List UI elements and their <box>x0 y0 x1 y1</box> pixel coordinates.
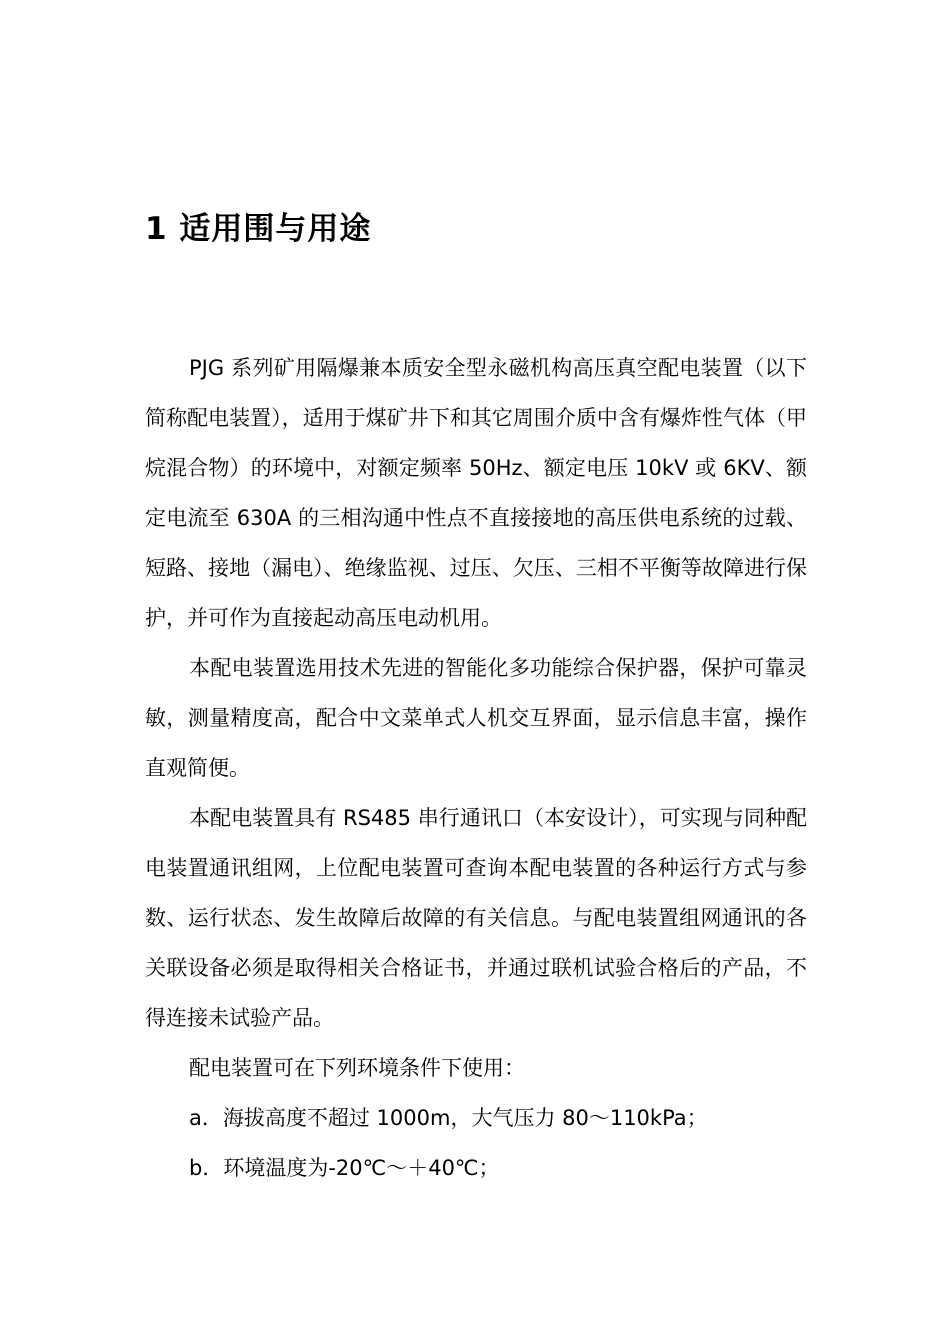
paragraph-conditions-intro: 配电装置可在下列环境条件下使用： <box>189 1056 525 1080</box>
list-item-temperature: b．环境温度为-20℃～＋40℃； <box>189 1156 500 1180</box>
section-heading: 1 适用围与用途 <box>145 211 372 247</box>
list-item-altitude: a．海拔高度不超过 1000m，大气压力 80～110kPa； <box>189 1106 708 1130</box>
paragraph-scope: PJG 系列矿用隔爆兼本质安全型永磁机构高压真空配电装置（以下简称配电装置），适用于煤矿井下和其它周围介质中含有爆炸性气体（甲烷混合物）的环境中，对额定频率 50Hz、额定电压 10kV 或 6KV、额定电流至 630A 的三相沟通中性点不直接接地的高压供电系统的过载、短路、接地（漏电）、绝缘监视、过压、欠压、三相不平衡等故障进行保护，并可作为直接起动高压电动机用。 <box>145 356 807 630</box>
paragraph-communication: 本配电装置具有 RS485 串行通讯口（本安设计），可实现与同种配电装置通讯组网，上位配电装置可查询本配电装置的各种运行方式与参数、运行状态、发生故障后故障的有关信息。与配电装置组网通讯的各关联设备必须是取得相关合格证书，并通过联机试验合格后的产品，不得连接未试验产品。 <box>145 806 807 1030</box>
paragraph-protector: 本配电装置选用技术先进的智能化多功能综合保护器，保护可靠灵敏，测量精度高，配合中文菜单式人机交互界面，显示信息丰富，操作直观简便。 <box>145 656 807 780</box>
section-body <box>145 343 807 1193</box>
